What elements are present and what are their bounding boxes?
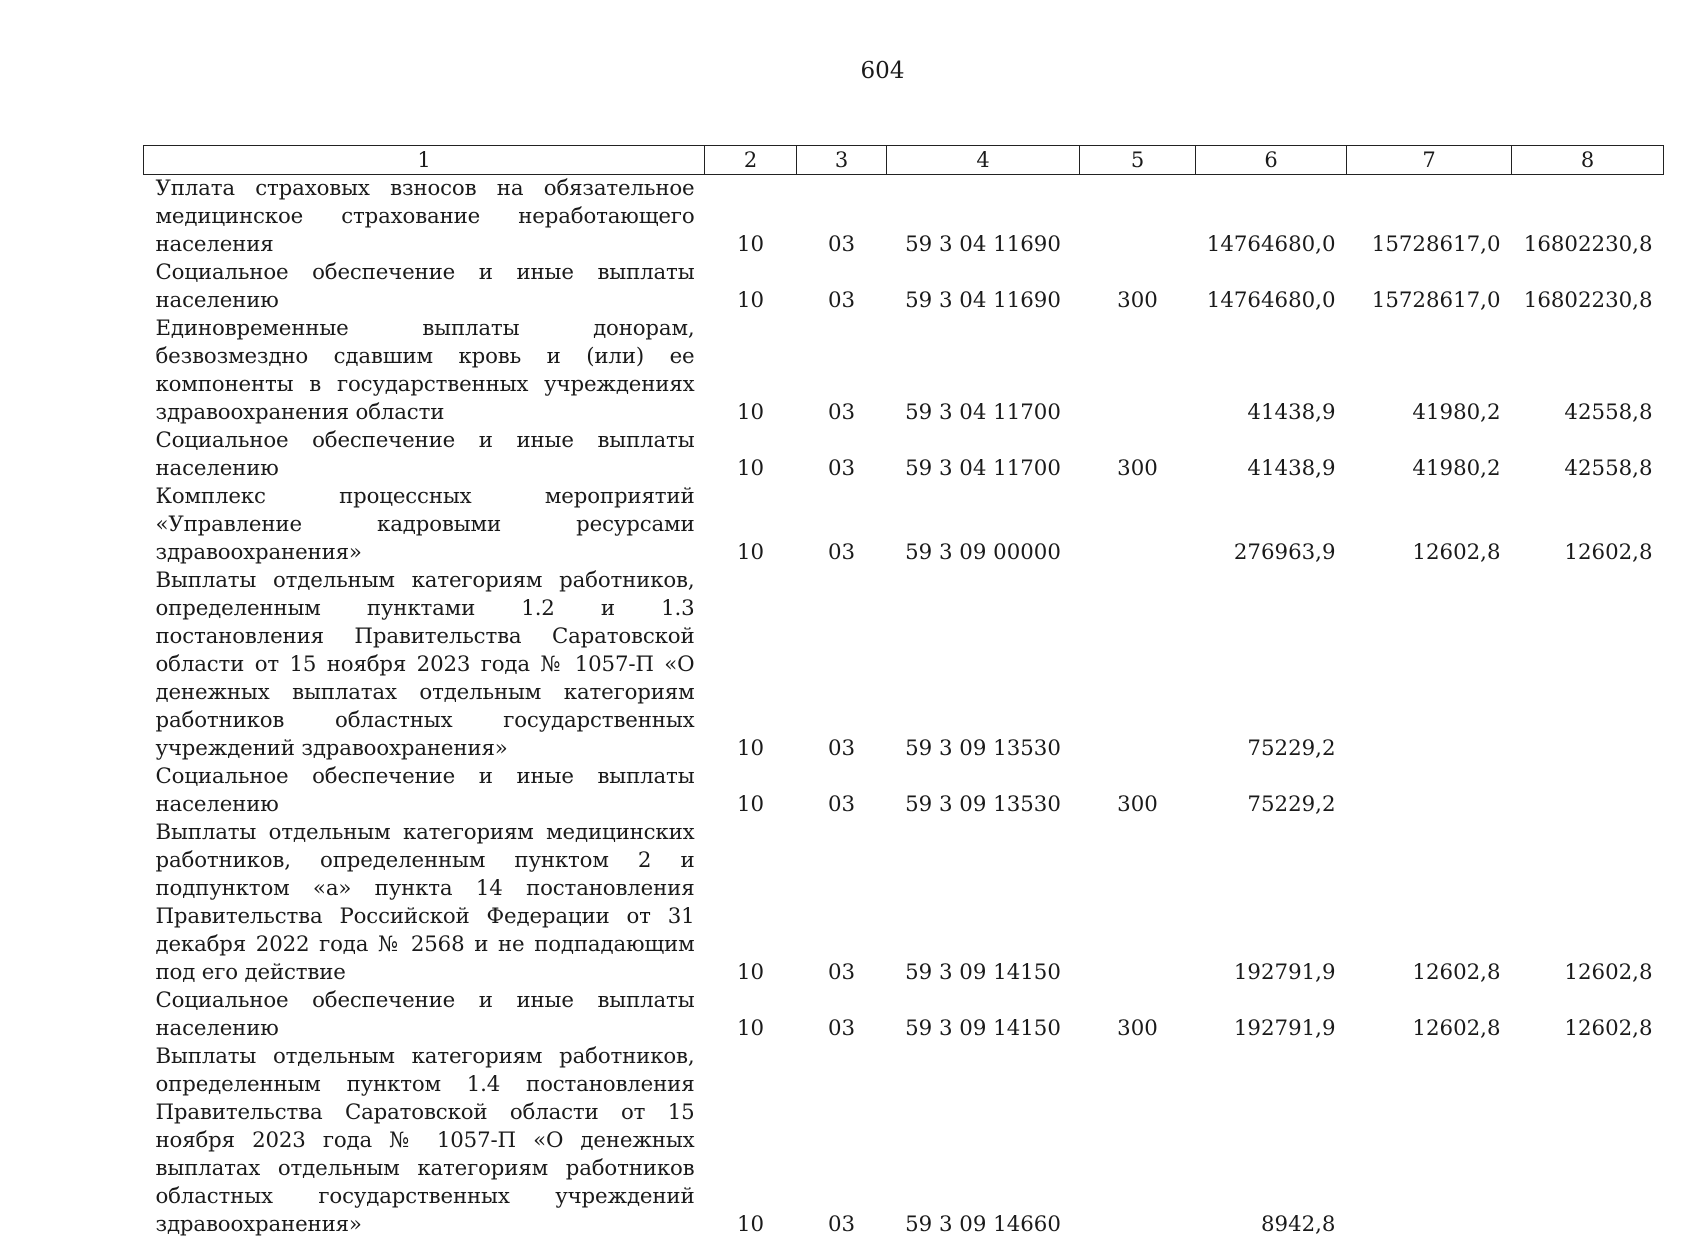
row-amount-col8: 12602,8 [1512,987,1664,1043]
row-target-code: 59 3 09 14150 [887,987,1080,1043]
row-name: Выплаты отдельным категориям работников, определенным пунктом 1.4 постановления Правительства Саратовской области от 15 ноября 2023 года № 1057-П «О денежных выплатах отдельным категориям работников областных государственных учреждений здравоохранения» [144,1043,705,1239]
row-amount-col8 [1512,567,1664,763]
row-amount-col6: 75229,2 [1196,763,1347,819]
column-header-1: 1 [144,146,705,175]
row-podrazdel: 03 [797,987,887,1043]
row-podrazdel: 03 [797,315,887,427]
column-header-2: 2 [705,146,797,175]
table-row [144,315,1664,427]
table-row [144,567,1664,763]
table-row [144,175,1664,260]
row-target-code: 59 3 04 11690 [887,175,1080,260]
row-amount-col8: 16802230,8 [1512,175,1664,260]
row-podrazdel: 03 [797,427,887,483]
row-razdel: 10 [705,315,797,427]
row-name: Выплаты отдельным категориям работников, определенным пунктами 1.2 и 1.3 постановления Правительства Саратовской области от 15 ноября 2023 года № 1057-П «О денежных выплатах отдельным категориям работников областных государственных учреждений здравоохранения» [144,567,705,763]
row-podrazdel: 03 [797,763,887,819]
row-amount-col6: 75229,2 [1196,567,1347,763]
row-amount-col7: 12602,8 [1347,483,1512,567]
row-expense-type: 300 [1080,987,1196,1043]
row-amount-col7: 12602,8 [1347,987,1512,1043]
row-razdel: 10 [705,567,797,763]
column-header-4: 4 [887,146,1080,175]
row-target-code: 59 3 09 14150 [887,819,1080,987]
column-header-7: 7 [1347,146,1512,175]
row-razdel: 10 [705,987,797,1043]
row-amount-col8 [1512,763,1664,819]
row-target-code: 59 3 04 11700 [887,427,1080,483]
row-razdel: 10 [705,175,797,260]
page-number: 604 [0,56,1697,86]
row-name: Социальное обеспечение и иные выплаты населению [144,427,705,483]
row-amount-col7: 12602,8 [1347,819,1512,987]
row-target-code: 59 3 04 11700 [887,315,1080,427]
row-expense-type [1080,483,1196,567]
table-row [144,483,1664,567]
row-podrazdel: 03 [797,1043,887,1239]
column-header-3: 3 [797,146,887,175]
row-razdel: 10 [705,763,797,819]
column-header-6: 6 [1196,146,1347,175]
row-amount-col8: 16802230,8 [1512,259,1664,315]
row-expense-type [1080,819,1196,987]
column-header-8: 8 [1512,146,1664,175]
row-target-code: 59 3 09 00000 [887,483,1080,567]
row-amount-col7 [1347,567,1512,763]
row-podrazdel: 03 [797,259,887,315]
row-amount-col7 [1347,1043,1512,1239]
row-amount-col6: 8942,8 [1196,1043,1347,1239]
row-name: Единовременные выплаты донорам, безвозмездно сдавшим кровь и (или) ее компоненты в государственных учреждениях здравоохранения области [144,315,705,427]
row-expense-type: 300 [1080,427,1196,483]
row-amount-col7: 41980,2 [1347,427,1512,483]
row-amount-col6: 14764680,0 [1196,175,1347,260]
row-amount-col6: 192791,9 [1196,819,1347,987]
row-name: Социальное обеспечение и иные выплаты населению [144,763,705,819]
row-razdel: 10 [705,483,797,567]
column-header-5: 5 [1080,146,1196,175]
table-row [144,1043,1664,1239]
table-row [144,763,1664,819]
row-amount-col8 [1512,1043,1664,1239]
row-amount-col6: 14764680,0 [1196,259,1347,315]
row-amount-col8: 12602,8 [1512,819,1664,987]
header-row [144,146,1664,175]
row-target-code: 59 3 09 13530 [887,567,1080,763]
row-amount-col7: 41980,2 [1347,315,1512,427]
table-row [144,259,1664,315]
table-header [144,146,1664,175]
row-amount-col6: 276963,9 [1196,483,1347,567]
row-target-code: 59 3 04 11690 [887,259,1080,315]
row-expense-type [1080,567,1196,763]
row-podrazdel: 03 [797,483,887,567]
row-amount-col7: 15728617,0 [1347,175,1512,260]
row-razdel: 10 [705,819,797,987]
row-expense-type: 300 [1080,763,1196,819]
row-expense-type [1080,1043,1196,1239]
row-razdel: 10 [705,1043,797,1239]
row-expense-type [1080,315,1196,427]
table-body [144,175,1664,1239]
table-row [144,987,1664,1043]
table-row [144,819,1664,987]
row-expense-type: 300 [1080,259,1196,315]
row-razdel: 10 [705,259,797,315]
row-amount-col7 [1347,763,1512,819]
row-amount-col6: 41438,9 [1196,315,1347,427]
row-name: Комплекс процессных мероприятий «Управление кадровыми ресурсами здравоохранения» [144,483,705,567]
row-amount-col6: 41438,9 [1196,427,1347,483]
row-podrazdel: 03 [797,819,887,987]
table-row [144,427,1664,483]
row-name: Уплата страховых взносов на обязательное медицинское страхование неработающего населения [144,175,705,260]
row-name: Выплаты отдельным категориям медицинских работников, определенным пунктом 2 и подпунктом «а» пункта 14 постановления Правительства Российской Федерации от 31 декабря 2022 года № 2568 и не подпадающим под его действие [144,819,705,987]
row-target-code: 59 3 09 13530 [887,763,1080,819]
row-amount-col8: 42558,8 [1512,315,1664,427]
row-amount-col8: 12602,8 [1512,483,1664,567]
row-name: Социальное обеспечение и иные выплаты населению [144,259,705,315]
row-razdel: 10 [705,427,797,483]
row-expense-type [1080,175,1196,260]
row-amount-col6: 192791,9 [1196,987,1347,1043]
budget-table [143,145,1664,1239]
row-podrazdel: 03 [797,175,887,260]
row-podrazdel: 03 [797,567,887,763]
row-name: Социальное обеспечение и иные выплаты населению [144,987,705,1043]
row-amount-col8: 42558,8 [1512,427,1664,483]
row-target-code: 59 3 09 14660 [887,1043,1080,1239]
row-amount-col7: 15728617,0 [1347,259,1512,315]
